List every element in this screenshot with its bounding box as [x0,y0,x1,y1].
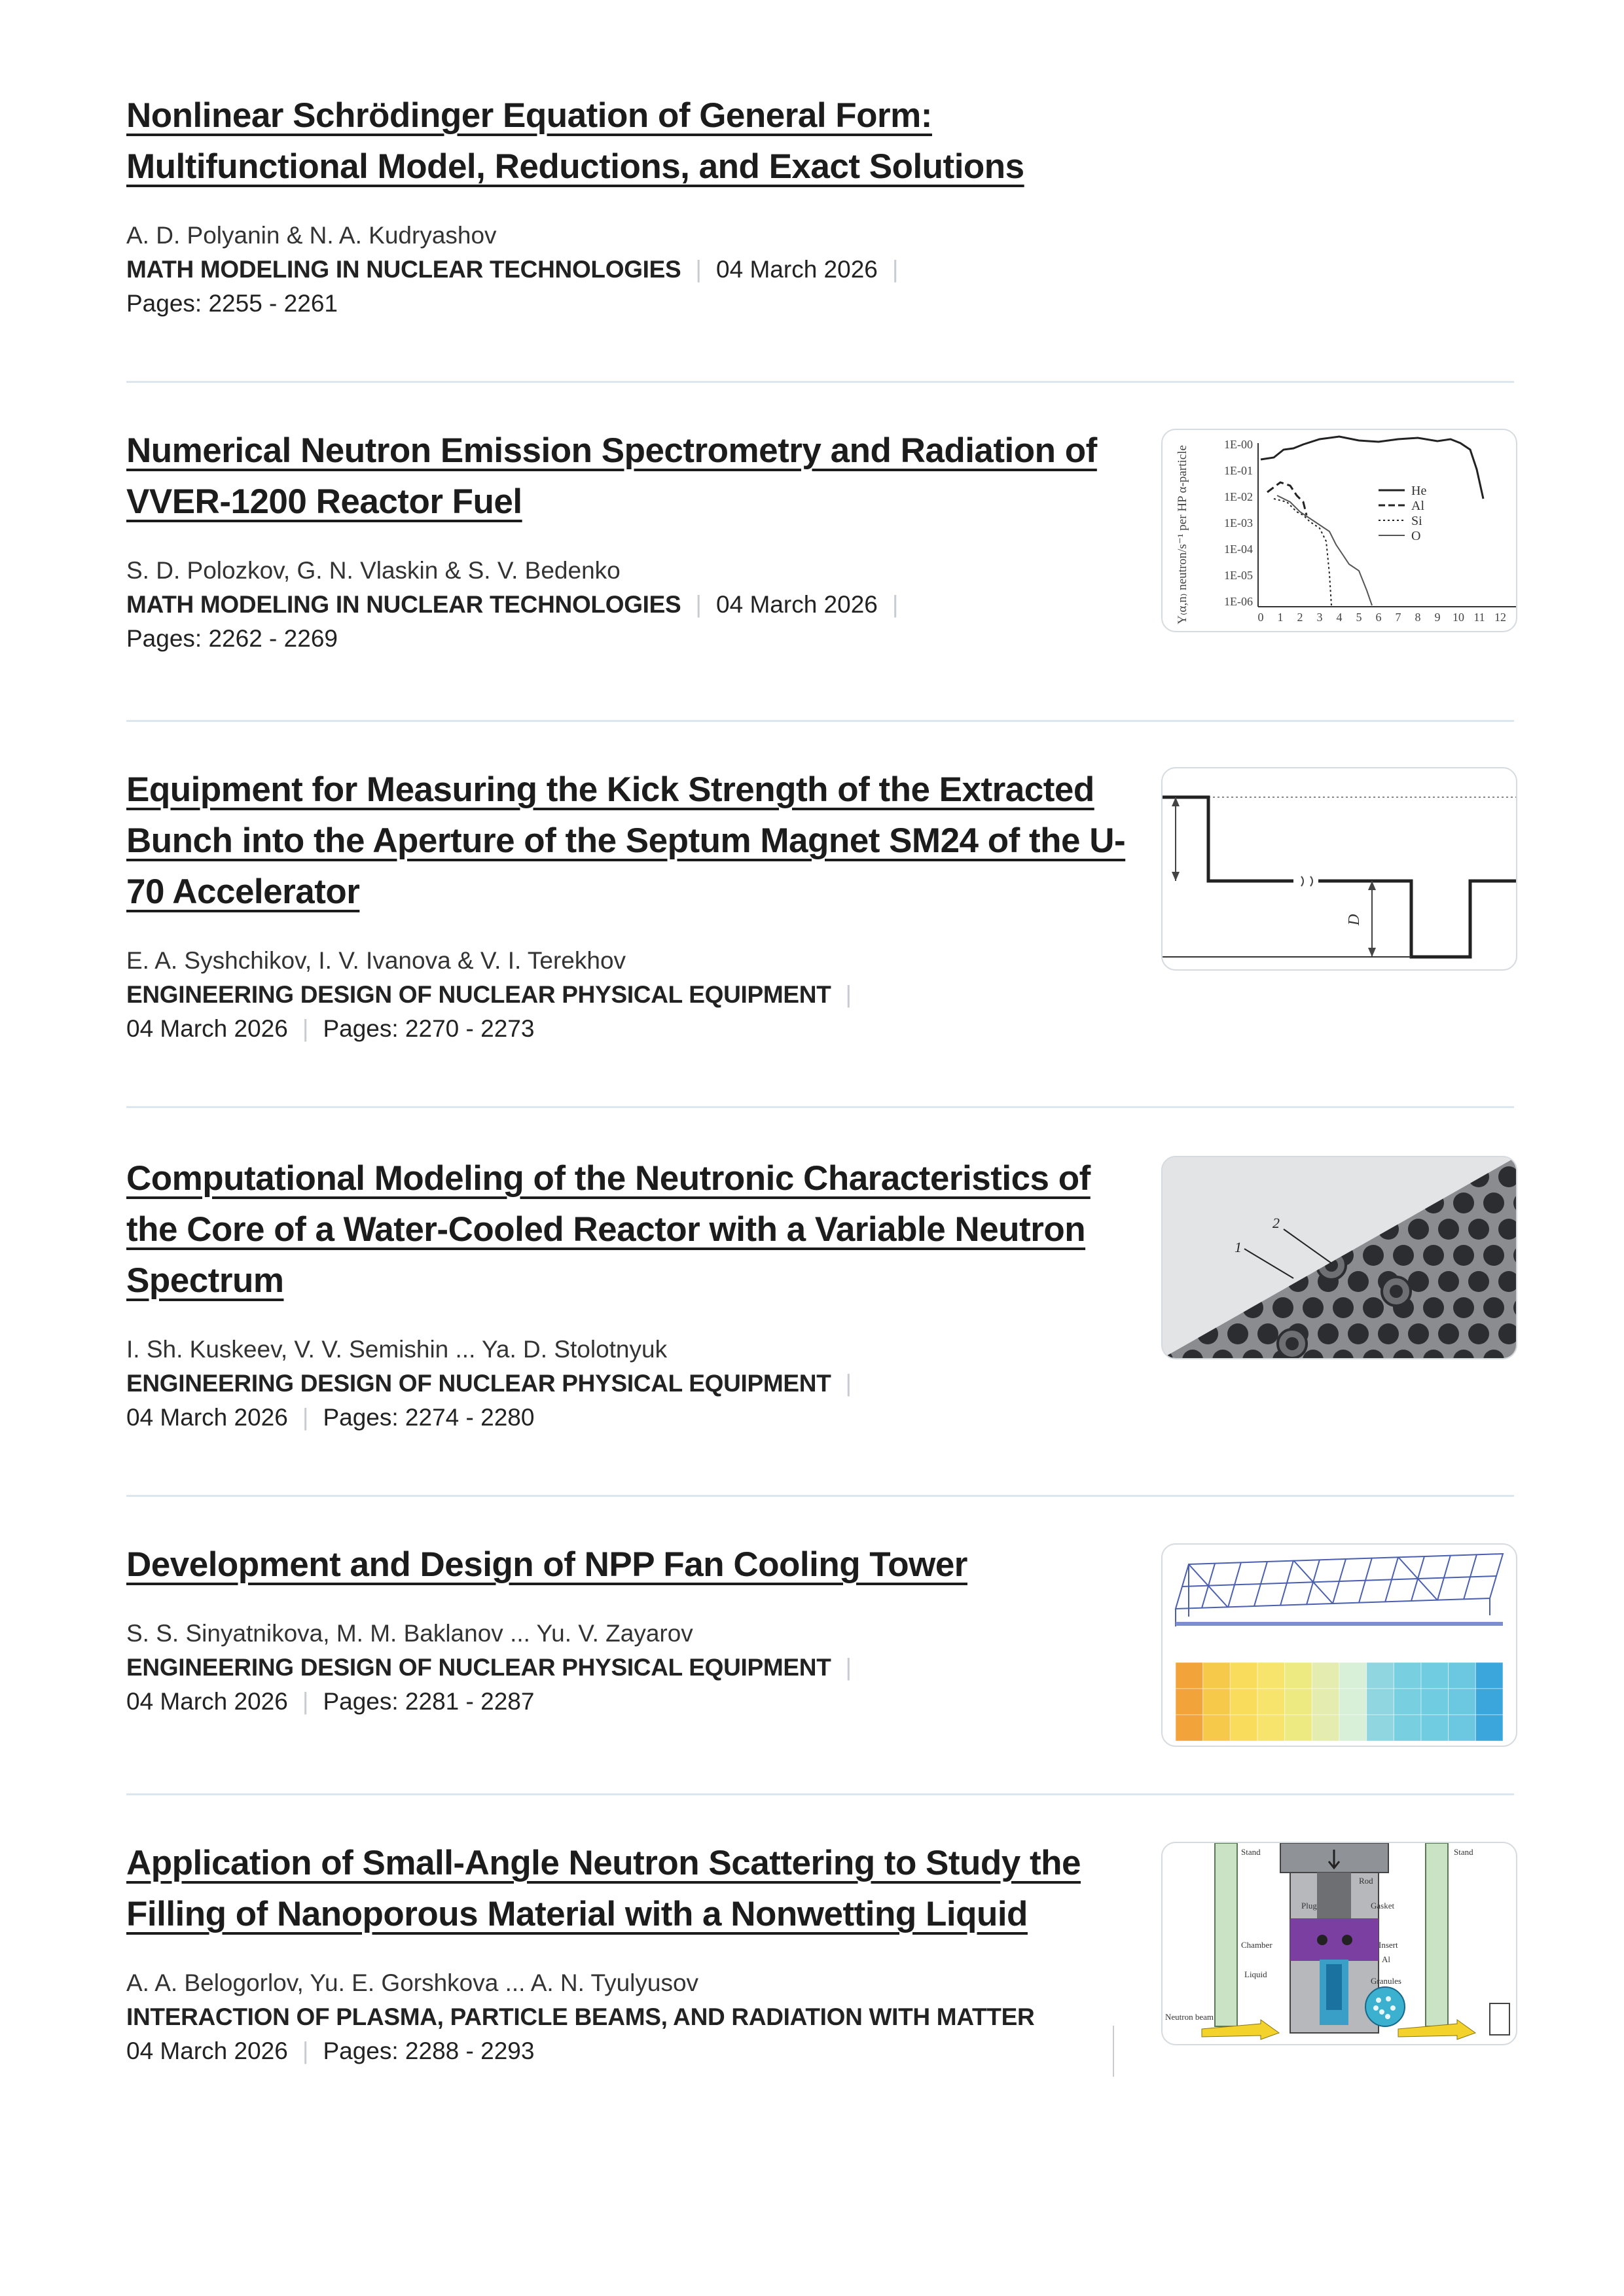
label-rod: Rod [1359,1876,1373,1886]
x-tick-label: 8 [1415,611,1421,624]
heatmap-cell [1257,1715,1285,1741]
x-tick-label: 6 [1375,611,1382,624]
page-range: Pages: 2281 - 2287 [323,1688,535,1715]
y-tick-label: 1E-04 [1224,543,1253,556]
article-thumbnail-spectrum-chart[interactable] [1161,429,1517,632]
fuel-rod-hole [1257,1166,1278,1187]
x-tick-label: 11 [1473,611,1485,624]
heatmap-cell [1449,1689,1476,1715]
page-range: Pages: 2255 - 2261 [126,290,338,317]
fuel-rod-hole [1378,1323,1399,1344]
publish-date: 04 March 2026 [126,1688,288,1715]
journal-name[interactable]: MATH MODELING IN NUCLEAR TECHNOLOGIES [126,591,681,618]
legend-he: He [1411,484,1427,498]
journal-name[interactable]: ENGINEERING DESIGN OF NUCLEAR PHYSICAL EQUIPMENT [126,981,831,1008]
heatmap-cell [1312,1715,1339,1741]
heatmap-cell [1421,1689,1449,1715]
heatmap-cell [1339,1715,1367,1741]
special-rod-core [1286,1337,1299,1350]
fuel-rod-hole [1408,1323,1429,1344]
y-tick-label: 1E-02 [1224,490,1253,503]
fuel-rod-hole [1483,1297,1504,1318]
fuel-rod-hole [1423,1245,1444,1266]
fuel-rod-hole [1197,1323,1218,1344]
fuel-rod-hole [1167,1219,1188,1240]
x-tick-label: 12 [1494,611,1506,624]
fuel-rod-hole [1423,1193,1444,1213]
fuel-rod-hole [1363,1193,1384,1213]
fuel-rod-hole [1363,1245,1384,1266]
heatmap-cell [1449,1715,1476,1741]
heatmap-cell [1176,1689,1203,1715]
publish-date: 04 March 2026 [126,1015,288,1042]
label-plug: Plug [1301,1901,1317,1910]
callout-label-1: 1 [1235,1239,1242,1255]
fuel-rod-hole [1212,1157,1233,1161]
fuel-rod-hole [1242,1157,1263,1161]
fuel-rod-hole [1212,1245,1233,1266]
callout-label-2: 2 [1272,1215,1280,1231]
heatmap-cell [1230,1689,1257,1715]
fuel-rod-hole [1483,1193,1504,1213]
article-meta: MATH MODELING IN NUCLEAR TECHNOLOGIES | 04 March 2026 | Pages: 2262 - 2269 [126,591,899,652]
fuel-rod-hole [1227,1166,1248,1187]
fuel-rod-hole [1423,1157,1444,1161]
fuel-rod-hole [1483,1157,1504,1161]
heatmap-cell [1394,1689,1421,1715]
fuel-rod-hole [1408,1219,1429,1240]
fuel-rod-hole [1318,1166,1339,1187]
article-authors: S. S. Sinyatnikova, M. M. Baklanov ... Yu. V. Zayarov [126,1620,693,1647]
fuel-rod-hole [1438,1271,1459,1292]
fuel-rod-hole [1212,1297,1233,1318]
fuel-rod-hole [1212,1193,1233,1213]
fuel-rod-hole [1453,1245,1474,1266]
page-range: Pages: 2274 - 2280 [323,1404,535,1431]
divider [126,381,1514,383]
fuel-rod-hole [1167,1166,1188,1187]
article-1 [126,90,1514,321]
page-range: Pages: 2262 - 2269 [126,625,338,652]
dimension-label-d: D [1346,914,1363,925]
article-meta: ENGINEERING DESIGN OF NUCLEAR PHYSICAL EQUIPMENT | 04 March 2026 | Pages: 2274 - 2280 [126,1370,852,1431]
label-liquid: Liquid [1244,1969,1267,1979]
fuel-rod-hole [1227,1323,1248,1344]
heatmap-cell [1475,1689,1503,1715]
series-si-line [1274,499,1331,605]
series-he-line [1261,437,1483,499]
x-tick-label: 1 [1277,611,1284,624]
publish-date: 04 March 2026 [716,591,878,618]
heatmap-cell [1230,1715,1257,1741]
fuel-rod-hole [1182,1157,1203,1161]
heatmap-cell [1176,1662,1203,1689]
x-tick-label: 0 [1257,611,1264,624]
article-title-link[interactable]: Application of Small-Angle Neutron Scattering to Study the Filling of Nanoporous Material with a Nonwetting Liquid [126,1844,1081,1933]
fuel-rod-hole [1182,1297,1203,1318]
page-range: Pages: 2288 - 2293 [323,2037,535,2064]
x-tick-label: 5 [1356,611,1362,624]
heatmap-cell [1475,1715,1503,1741]
fuel-rod-hole [1303,1297,1324,1318]
fuel-rod-hole [1242,1193,1263,1213]
fuel-rod-hole [1303,1157,1324,1161]
x-tick-label: 2 [1297,611,1303,624]
special-rod-core [1390,1285,1403,1298]
fuel-rod-hole [1438,1323,1459,1344]
fuel-rod-hole [1242,1245,1263,1266]
article-authors: A. D. Polyanin & N. A. Kudryashov [126,222,497,249]
heatmap-cell [1230,1662,1257,1689]
fuel-rod-hole [1333,1157,1354,1161]
y-tick-label: 1E-03 [1224,516,1253,529]
article-meta: MATH MODELING IN NUCLEAR TECHNOLOGIES | 04 March 2026 | Pages: 2255 - 2261 [126,256,899,317]
heatmap-cell [1285,1715,1312,1741]
heatmap-cell [1394,1715,1421,1741]
fuel-rod-hole [1288,1166,1308,1187]
fuel-rod-hole [1163,1245,1173,1266]
fuel-rod-hole [1182,1245,1203,1266]
heatmap-cell [1285,1689,1312,1715]
x-tick-label: 3 [1316,611,1323,624]
article-thumbnail-reactor-core[interactable] [1161,1156,1517,1359]
article-authors: S. D. Polozkov, G. N. Vlaskin & S. V. Bedenko [126,557,621,584]
heatmap-cell [1257,1662,1285,1689]
fuel-rod-hole [1272,1193,1293,1213]
fuel-rod-hole [1197,1166,1218,1187]
journal-name[interactable]: INTERACTION OF PLASMA, PARTICLE BEAMS, AND RADIATION WITH MATTER [126,2003,1035,2030]
article-thumbnail-septum-diagram[interactable] [1161,767,1517,971]
article-authors: A. A. Belogorlov, Yu. E. Gorshkova ... A. N. Tyulyusov [126,1969,699,1996]
publish-date: 04 March 2026 [126,1404,288,1431]
article-title-link[interactable]: Nonlinear Schrödinger Equation of General Form: Multifunctional Model, Reductions, and Exact Solutions [126,96,1024,186]
fuel-rod-hole [1167,1323,1188,1344]
heatmap-cell [1203,1715,1231,1741]
label-al: Al [1382,1954,1390,1964]
legend-si: Si [1411,514,1422,528]
divider [126,1495,1514,1497]
article-meta: ENGINEERING DESIGN OF NUCLEAR PHYSICAL EQUIPMENT | 04 March 2026 | Pages: 2281 - 2287 [126,1654,852,1715]
fuel-rod-hole [1333,1193,1354,1213]
heatmap-cell [1312,1689,1339,1715]
label-stand-right: Stand [1454,1847,1473,1857]
heatmap-cell [1257,1689,1285,1715]
journal-name[interactable]: MATH MODELING IN NUCLEAR TECHNOLOGIES [126,256,681,283]
fuel-rod-hole [1272,1297,1293,1318]
divider [126,1106,1514,1108]
fuel-rod-hole [1227,1219,1248,1240]
fuel-rod-hole [1453,1193,1474,1213]
y-tick-label: 1E-05 [1224,569,1253,582]
series-o-line [1277,495,1372,605]
series-al-line [1267,482,1307,515]
fuel-rod-hole [1393,1245,1414,1266]
article-title-link[interactable]: Numerical Neutron Emission Spectrometry and Radiation of VVER-1200 Reactor Fuel [126,431,1097,521]
label-neutron-beam: Neutron beam [1165,2012,1214,2022]
fuel-rod-hole [1197,1219,1218,1240]
fuel-rod-hole [1318,1219,1339,1240]
label-insert: Insert [1379,1940,1398,1950]
separator-line [1113,2026,1114,2077]
fuel-rod-hole [1272,1157,1293,1161]
label-chamber: Chamber [1241,1940,1272,1950]
fuel-rod-hole [1242,1297,1263,1318]
x-tick-label: 9 [1434,611,1441,624]
fuel-rod-hole [1348,1323,1369,1344]
article-thumbnail-sans-setup[interactable] [1161,1842,1517,2045]
heatmap-cell [1339,1662,1367,1689]
fuel-rod-hole [1468,1271,1489,1292]
x-tick-label: 4 [1336,611,1343,624]
fuel-rod-hole [1257,1271,1278,1292]
y-tick-label: 1E-06 [1224,595,1253,608]
heatmap-cell [1367,1715,1394,1741]
article-meta: ENGINEERING DESIGN OF NUCLEAR PHYSICAL EQUIPMENT | 04 March 2026 | Pages: 2270 - 2273 [126,981,852,1042]
y-axis-label: Y₍α,n₎ neutron/s⁻¹ per HP α-particle [1176,445,1189,624]
fuel-rod-hole [1438,1219,1459,1240]
article-title-link[interactable]: Equipment for Measuring the Kick Strength of the Extracted Bunch into the Aperture of the Septum Magnet SM24 of the U-70 Accelerator [126,770,1126,911]
fuel-rod-hole [1468,1219,1489,1240]
heatmap-cell [1203,1662,1231,1689]
heatmap-cell [1421,1715,1449,1741]
heatmap-cell [1475,1662,1503,1689]
fuel-rod-hole [1257,1323,1278,1344]
heatmap-cell [1176,1715,1203,1741]
fuel-rod-hole [1272,1245,1293,1266]
x-tick-label: 7 [1395,611,1401,624]
label-gasket: Gasket [1371,1901,1395,1910]
fuel-rod-hole [1303,1193,1324,1213]
page-range: Pages: 2270 - 2273 [323,1015,535,1042]
fuel-rod-hole [1333,1297,1354,1318]
heatmap-cell [1312,1662,1339,1689]
heatmap-cell [1285,1662,1312,1689]
article-title-link[interactable]: Computational Modeling of the Neutronic Characteristics of the Core of a Water-Cooled Reactor with a Variable Neutron Spectrum [126,1159,1091,1300]
journal-name[interactable]: ENGINEERING DESIGN OF NUCLEAR PHYSICAL EQUIPMENT [126,1370,831,1397]
fuel-rod-hole [1408,1166,1429,1187]
fuel-rod-hole [1378,1166,1399,1187]
fuel-rod-hole [1453,1297,1474,1318]
publish-date: 04 March 2026 [716,256,878,283]
heatmap-cell [1394,1662,1421,1689]
fuel-rod-hole [1167,1271,1188,1292]
fuel-rod-hole [1348,1166,1369,1187]
label-stand-left: Stand [1241,1847,1261,1857]
legend-o: O [1411,529,1421,543]
fuel-rod-hole [1483,1245,1504,1266]
journal-name[interactable]: ENGINEERING DESIGN OF NUCLEAR PHYSICAL EQUIPMENT [126,1654,831,1681]
fuel-rod-hole [1468,1323,1489,1344]
fuel-rod-hole [1393,1193,1414,1213]
article-authors: I. Sh. Kuskeev, V. V. Semishin ... Ya. D. Stolotnyuk [126,1336,668,1363]
heatmap-cell [1203,1689,1231,1715]
fuel-rod-hole [1348,1219,1369,1240]
article-authors: E. A. Syshchikov, I. V. Ivanova & V. I. Terekhov [126,947,626,974]
divider [126,1793,1514,1795]
fuel-rod-hole [1348,1271,1369,1292]
fuel-rod-hole [1363,1157,1384,1161]
fuel-rod-hole [1182,1193,1203,1213]
heatmap-cell [1421,1662,1449,1689]
fuel-rod-hole [1197,1271,1218,1292]
heatmap-cell [1367,1662,1394,1689]
fuel-rod-hole [1438,1166,1459,1187]
article-thumbnail-cooling-tower[interactable] [1161,1543,1517,1747]
fuel-rod-hole [1453,1157,1474,1161]
fuel-rod-hole [1423,1297,1444,1318]
fuel-rod-hole [1227,1271,1248,1292]
y-tick-label: 1E-01 [1224,464,1253,477]
fuel-rod-hole [1363,1297,1384,1318]
fuel-rod-hole [1288,1271,1308,1292]
heatmap-cell [1339,1689,1367,1715]
publish-date: 04 March 2026 [126,2037,288,2064]
heatmap-cell [1367,1689,1394,1715]
legend-al: Al [1411,499,1424,513]
article-title-link[interactable]: Development and Design of NPP Fan Cooling Tower [126,1545,967,1584]
y-tick-label: 1E-00 [1224,438,1253,451]
fuel-rod-hole [1378,1219,1399,1240]
fuel-rod-hole [1288,1219,1308,1240]
divider [126,720,1514,722]
fuel-rod-hole [1318,1323,1339,1344]
fuel-rod-hole [1468,1166,1489,1187]
article-meta: INTERACTION OF PLASMA, PARTICLE BEAMS, AND RADIATION WITH MATTER 04 March 2026 | Pages: 2288 - 2293 [126,2000,1082,2068]
label-granules: Granules [1371,1976,1401,1986]
fuel-rod-hole [1393,1157,1414,1161]
x-tick-label: 10 [1453,611,1464,624]
heatmap-cell [1449,1662,1476,1689]
fuel-rod-hole [1163,1297,1173,1318]
fuel-rod-hole [1163,1193,1173,1213]
